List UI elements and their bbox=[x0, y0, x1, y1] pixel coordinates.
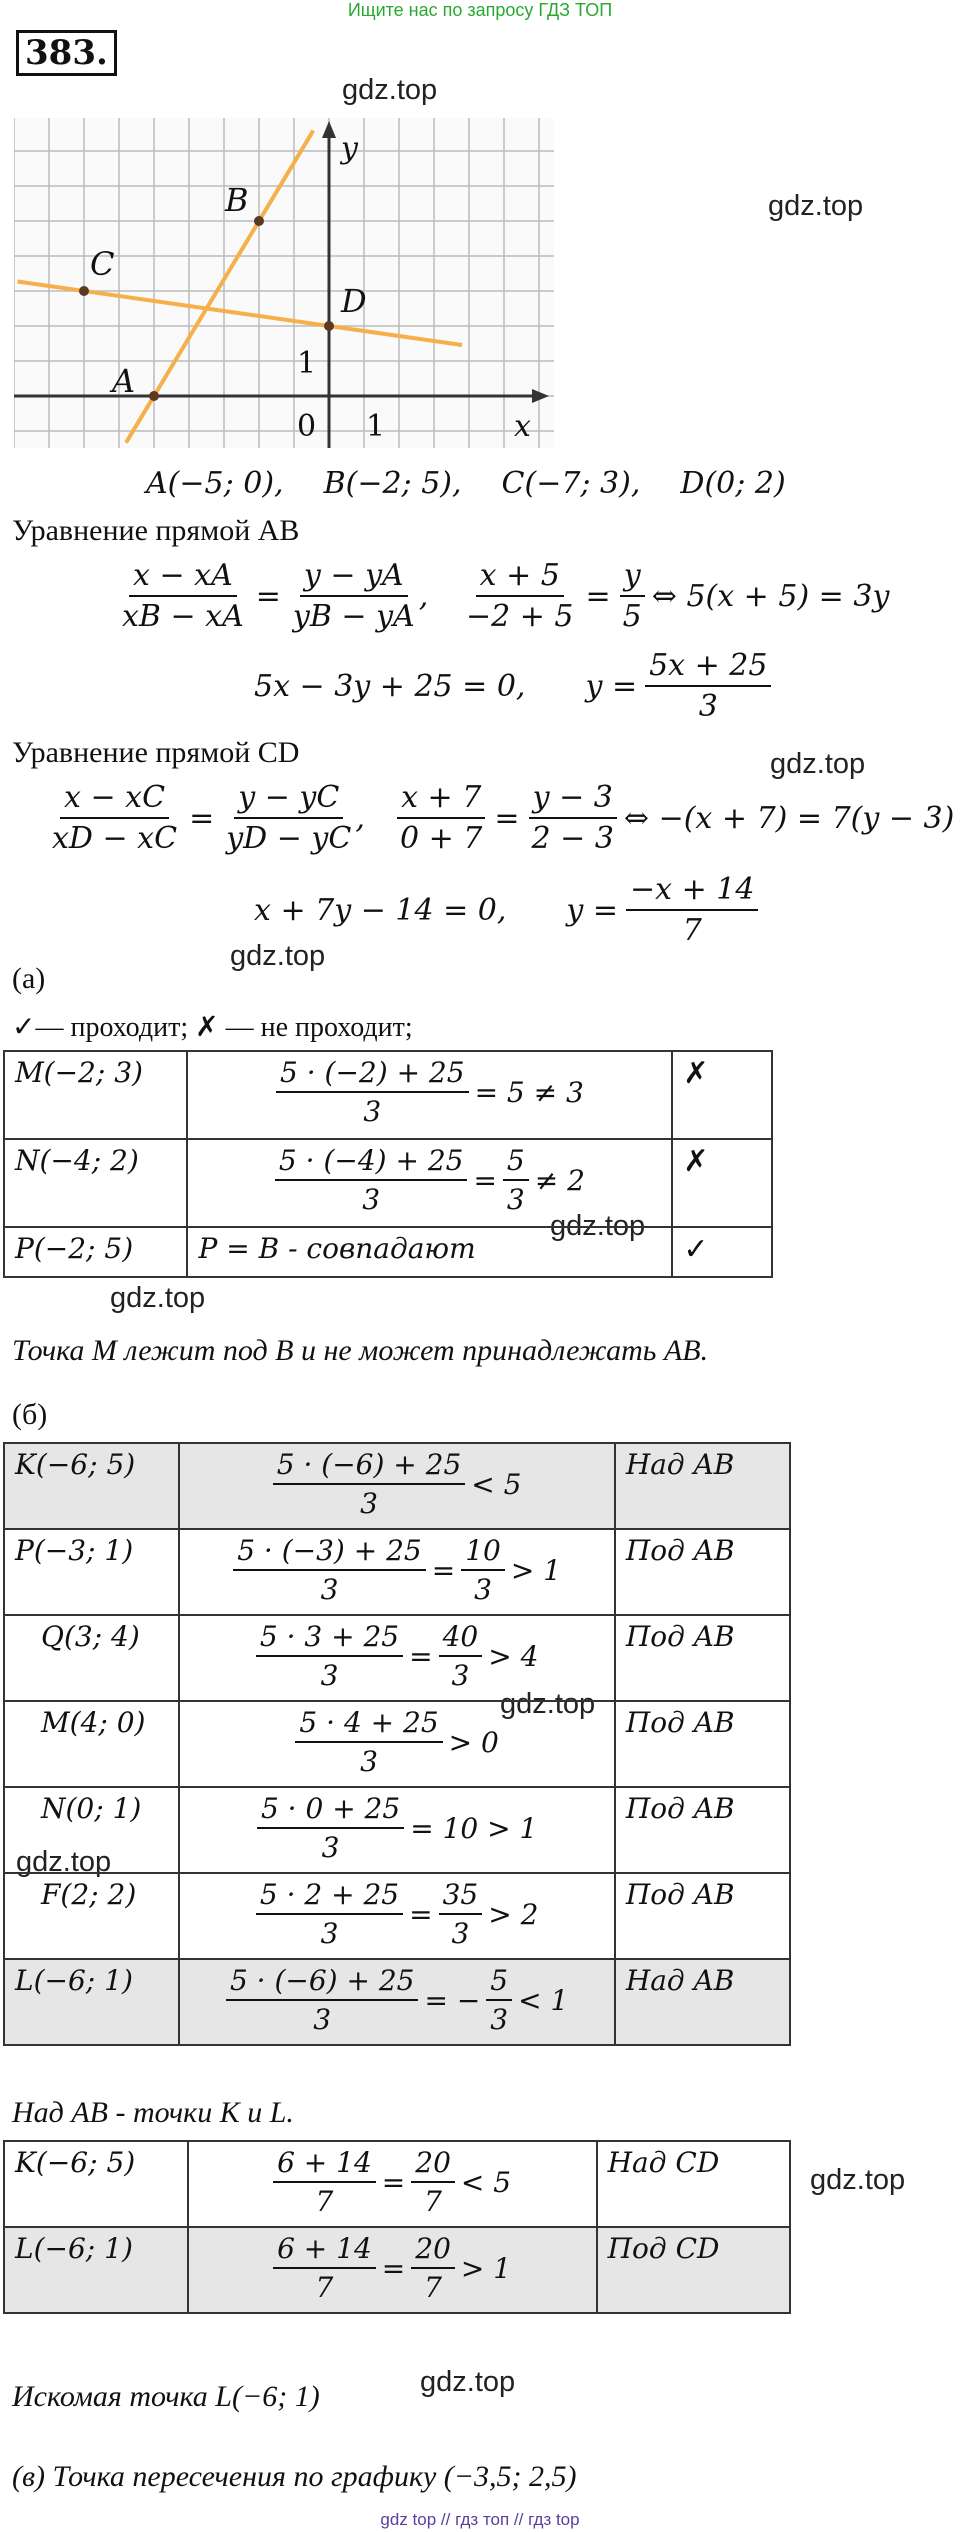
part-b-table bbox=[3, 1442, 791, 2046]
table-row bbox=[4, 1051, 772, 1139]
frac-den: 3 bbox=[451, 1659, 470, 1692]
point-a bbox=[149, 391, 159, 401]
ab-formula-substituted: $\frac{x + 5}{-2 + 5}$ = $\frac{y}{5}$ ⇔ 5(x + 5) = 3y bbox=[462, 558, 889, 634]
calc-cell bbox=[187, 1051, 672, 1139]
points-line bbox=[146, 466, 786, 501]
result-cell: Под AB bbox=[615, 1787, 790, 1873]
part-a-table bbox=[3, 1050, 773, 1278]
frac-den: 3 bbox=[362, 1183, 381, 1216]
cd-formula-general: $\frac{x - xC}{xD - xC}$ = $\frac{y - yC}{yD - yC}$ , bbox=[48, 780, 365, 856]
point-c bbox=[79, 286, 89, 296]
frac-den: xB − xA bbox=[122, 599, 244, 634]
part-a-legend: ✓— проходит; ✗ — не проходит; bbox=[12, 1012, 413, 1043]
cross-mark: ✗ bbox=[672, 1139, 772, 1227]
watermark: gdz.top bbox=[770, 748, 866, 780]
frac-den: 3 bbox=[360, 1487, 378, 1520]
calc-cell: $\frac{6 + 14}{7}$ = $\frac{20}{7}$ > 1 bbox=[188, 2227, 597, 2313]
frac-num: 5 · (−6) + 25 bbox=[273, 1448, 466, 1485]
frac-num: x + 5 bbox=[476, 558, 564, 597]
watermark: gdz.top bbox=[110, 1282, 206, 1314]
calc-tail: > 1 bbox=[460, 2251, 512, 2285]
result-cell: Под AB bbox=[615, 1701, 790, 1787]
frac-num: 5x + 25 bbox=[645, 648, 771, 687]
part-c-table bbox=[3, 2140, 791, 2314]
table-row bbox=[4, 1227, 772, 1277]
formula-tail: , bbox=[418, 578, 429, 614]
frac-den: 3 bbox=[313, 2003, 332, 2036]
coordinate-graph bbox=[14, 118, 554, 448]
frac-num: x − xA bbox=[129, 558, 237, 597]
y-lhs: y = bbox=[566, 892, 619, 928]
point-cell: N(0; 1) bbox=[4, 1787, 179, 1873]
point-a-label: A(−5; 0), bbox=[146, 466, 284, 501]
cd-heading: Уравнение прямой CD bbox=[12, 736, 300, 769]
table-row bbox=[4, 1873, 790, 1959]
result-cell: Под AB bbox=[615, 1529, 790, 1615]
calc-cell bbox=[179, 1787, 614, 1873]
y-axis-label: y bbox=[341, 131, 358, 166]
frac-num: 20 bbox=[411, 2232, 455, 2269]
table-row bbox=[4, 1615, 790, 1701]
result-cell: Над CD bbox=[597, 2141, 790, 2227]
calc-cell: $\frac{5 \cdot (-3) + 25}{3}$ = $\frac{10}{3}$ > 1 bbox=[179, 1529, 614, 1615]
frac-den: 3 bbox=[321, 1831, 340, 1864]
calc-cell: P = B - совпадают bbox=[187, 1227, 672, 1277]
cd-result bbox=[254, 872, 758, 948]
y-lhs: y = bbox=[585, 668, 638, 704]
ab-result bbox=[254, 648, 771, 724]
calc-cell bbox=[179, 1701, 614, 1787]
frac-den: 7 bbox=[682, 913, 702, 948]
point-cell: F(2; 2) bbox=[4, 1873, 179, 1959]
point-cell: Q(3; 4) bbox=[4, 1615, 179, 1701]
point-label: A bbox=[112, 362, 136, 400]
point-cell: K(−6; 5) bbox=[4, 2141, 188, 2227]
point-label: D bbox=[341, 282, 367, 320]
formula-tail: ⇔ −(x + 7) = 7(y − 3) bbox=[623, 800, 955, 836]
x-tick-label: 1 bbox=[366, 409, 386, 444]
formula-tail: , bbox=[355, 800, 365, 836]
frac-num: 5 · 3 + 25 bbox=[256, 1620, 403, 1657]
point-cell: M(−2; 3) bbox=[4, 1051, 187, 1139]
point-label: B bbox=[225, 181, 249, 219]
point-c-label: C(−7; 3), bbox=[501, 466, 641, 501]
calc-eq: = − bbox=[424, 1983, 481, 2017]
frac-num: 6 + 14 bbox=[273, 2146, 376, 2183]
table-row bbox=[4, 1701, 790, 1787]
frac-num: 5 bbox=[486, 1964, 512, 2001]
table-row bbox=[4, 1959, 790, 2045]
result-cell: Под AB bbox=[615, 1873, 790, 1959]
frac-num: 10 bbox=[461, 1534, 505, 1571]
frac-num: 35 bbox=[439, 1878, 483, 1915]
table-row bbox=[4, 1787, 790, 1873]
frac-num: y − yA bbox=[300, 558, 408, 597]
point-cell: L(−6; 1) bbox=[4, 2227, 188, 2313]
frac-num: 5 · (−4) + 25 bbox=[275, 1144, 468, 1181]
calc-tail: < 5 bbox=[460, 2165, 512, 2199]
problem-number: 383. bbox=[16, 30, 117, 76]
result-cell: Под CD bbox=[597, 2227, 790, 2313]
frac-num: x − xC bbox=[60, 780, 169, 819]
calc-tail: < 5 bbox=[471, 1467, 522, 1501]
part-v: (в) Точка пересечения по графику (−3,5; 2,5) bbox=[12, 2460, 577, 2493]
frac-num: 6 + 14 bbox=[273, 2232, 376, 2269]
frac-den: 2 − 3 bbox=[531, 821, 614, 856]
calc-tail: > 4 bbox=[488, 1639, 539, 1673]
frac-num: y − 3 bbox=[529, 780, 617, 819]
frac-num: x + 7 bbox=[397, 780, 485, 819]
frac-den: 7 bbox=[424, 2185, 442, 2218]
calc-tail: > 0 bbox=[448, 1725, 499, 1759]
frac-den: 3 bbox=[506, 1183, 525, 1216]
frac-num: 5 bbox=[503, 1144, 529, 1181]
graph-background bbox=[14, 118, 554, 448]
calc-tail: < 1 bbox=[518, 1983, 569, 2017]
calc-cell: $\frac{5 \cdot 2 + 25}{3}$ = $\frac{35}{3}$ > 2 bbox=[179, 1873, 614, 1959]
calc-tail: = 10 > 1 bbox=[410, 1811, 538, 1845]
table-row bbox=[4, 2227, 790, 2313]
frac-den: 0 + 7 bbox=[400, 821, 483, 856]
calc-tail: > 2 bbox=[488, 1897, 539, 1931]
table-row bbox=[4, 1443, 790, 1529]
point-b bbox=[254, 216, 264, 226]
point-cell: P(−3; 1) bbox=[4, 1529, 179, 1615]
frac-den: xD − xC bbox=[52, 821, 178, 856]
calc-cell: $\frac{6 + 14}{7}$ = $\frac{20}{7}$ < 5 bbox=[188, 2141, 597, 2227]
watermark: gdz.top bbox=[230, 940, 326, 972]
frac-num: y − yC bbox=[234, 780, 343, 819]
frac-den: 3 bbox=[360, 1745, 378, 1778]
frac-den: 3 bbox=[320, 1573, 339, 1606]
cross-mark: ✗ bbox=[672, 1051, 772, 1139]
search-hint: Ищите нас по запросу ГДЗ ТОП bbox=[347, 0, 613, 20]
frac-num: 5 · (−6) + 25 bbox=[226, 1964, 419, 2001]
watermark: gdz.top bbox=[420, 2366, 516, 2398]
part-b-conclusion: Над AB - точки K и L. bbox=[12, 2096, 294, 2129]
calc-cell bbox=[187, 1139, 672, 1227]
answer: Искомая точка L(−6; 1) bbox=[12, 2380, 320, 2413]
point-cell: P(−2; 5) bbox=[4, 1227, 187, 1277]
cd-general-equation: x + 7y − 14 = 0, bbox=[254, 892, 507, 928]
part-b-label: (б) bbox=[12, 1398, 48, 1431]
frac-num: y bbox=[620, 558, 645, 597]
frac-den: yB − yA bbox=[292, 599, 415, 634]
watermark: gdz.top bbox=[550, 1210, 646, 1242]
ab-formula-general: $\frac{x - xA}{xB - xA}$ = $\frac{y - yA}{yB - yA}$ , bbox=[118, 558, 428, 634]
calc-cell bbox=[179, 1959, 614, 2045]
frac-num: 5 · 0 + 25 bbox=[257, 1792, 404, 1829]
point-cell: K(−6; 5) bbox=[4, 1443, 179, 1529]
check-mark: ✓ bbox=[672, 1227, 772, 1277]
frac-den: 3 bbox=[320, 1659, 339, 1692]
watermark: gdz.top bbox=[768, 190, 864, 222]
table-row bbox=[4, 1139, 772, 1227]
frac-num: 40 bbox=[439, 1620, 483, 1657]
part-a-label: (а) bbox=[12, 962, 46, 995]
part-a-conclusion: Точка M лежит под B и не может принадлежать AB. bbox=[12, 1334, 709, 1367]
point-cell: N(−4; 2) bbox=[4, 1139, 187, 1227]
frac-den: 7 bbox=[315, 2185, 334, 2218]
calc-tail: ≠ 2 bbox=[534, 1163, 585, 1197]
frac-den: 5 bbox=[622, 599, 642, 634]
frac-num: 5 · 4 + 25 bbox=[295, 1706, 442, 1743]
watermark: gdz.top bbox=[342, 74, 438, 106]
watermark: gdz.top bbox=[500, 1688, 596, 1720]
frac-den: 3 bbox=[698, 689, 718, 724]
calc-tail: > 1 bbox=[510, 1553, 562, 1587]
x-axis-label: x bbox=[514, 409, 531, 444]
formula-tail: ⇔ 5(x + 5) = 3y bbox=[651, 578, 890, 614]
frac-den: 3 bbox=[490, 2003, 509, 2036]
calc-tail: = 5 ≠ 3 bbox=[474, 1075, 584, 1109]
frac-den: 3 bbox=[320, 1917, 339, 1950]
point-b-label: B(−2; 5), bbox=[323, 466, 462, 501]
frac-den: 3 bbox=[451, 1917, 470, 1950]
watermark: gdz.top bbox=[810, 2164, 906, 2196]
table-row bbox=[4, 1529, 790, 1615]
frac-num: 5 · 2 + 25 bbox=[256, 1878, 403, 1915]
point-d bbox=[324, 321, 334, 331]
frac-den: −2 + 5 bbox=[466, 599, 574, 634]
frac-num: 5 · (−2) + 25 bbox=[276, 1056, 469, 1093]
frac-den: 7 bbox=[315, 2271, 334, 2304]
result-cell: Над AB bbox=[615, 1959, 790, 2045]
point-cell: M(4; 0) bbox=[4, 1701, 179, 1787]
cd-formula-substituted: $\frac{x + 7}{0 + 7}$ = $\frac{y - 3}{2 - 3}$ ⇔ −(x + 7) = 7(y − 3) bbox=[396, 780, 954, 856]
table-row bbox=[4, 2141, 790, 2227]
result-cell: Под AB bbox=[615, 1615, 790, 1701]
ab-heading: Уравнение прямой AB bbox=[12, 514, 300, 547]
calc-cell bbox=[179, 1443, 614, 1529]
watermark: gdz.top bbox=[16, 1846, 112, 1878]
frac-num: 20 bbox=[411, 2146, 455, 2183]
footer: gdz top // гдз топ // гдз top bbox=[380, 2510, 580, 2529]
frac-num: −x + 14 bbox=[626, 872, 758, 911]
point-cell: L(−6; 1) bbox=[4, 1959, 179, 2045]
calc-cell: $\frac{5 \cdot 3 + 25}{3}$ = $\frac{40}{3}$ > 4 bbox=[179, 1615, 614, 1701]
point-d-label: D(0; 2) bbox=[680, 466, 786, 501]
y-tick-label: 1 bbox=[297, 346, 317, 381]
ab-general-equation: 5x − 3y + 25 = 0, bbox=[254, 668, 526, 704]
calc-eq: = bbox=[473, 1163, 497, 1197]
frac-den: 3 bbox=[474, 1573, 492, 1606]
frac-den: yD − yC bbox=[226, 821, 352, 856]
frac-den: 7 bbox=[424, 2271, 442, 2304]
frac-num: 5 · (−3) + 25 bbox=[233, 1534, 426, 1571]
frac-den: 3 bbox=[363, 1095, 382, 1128]
result-cell: Над AB bbox=[615, 1443, 790, 1529]
origin-label: 0 bbox=[297, 409, 317, 444]
point-label: C bbox=[90, 245, 115, 283]
